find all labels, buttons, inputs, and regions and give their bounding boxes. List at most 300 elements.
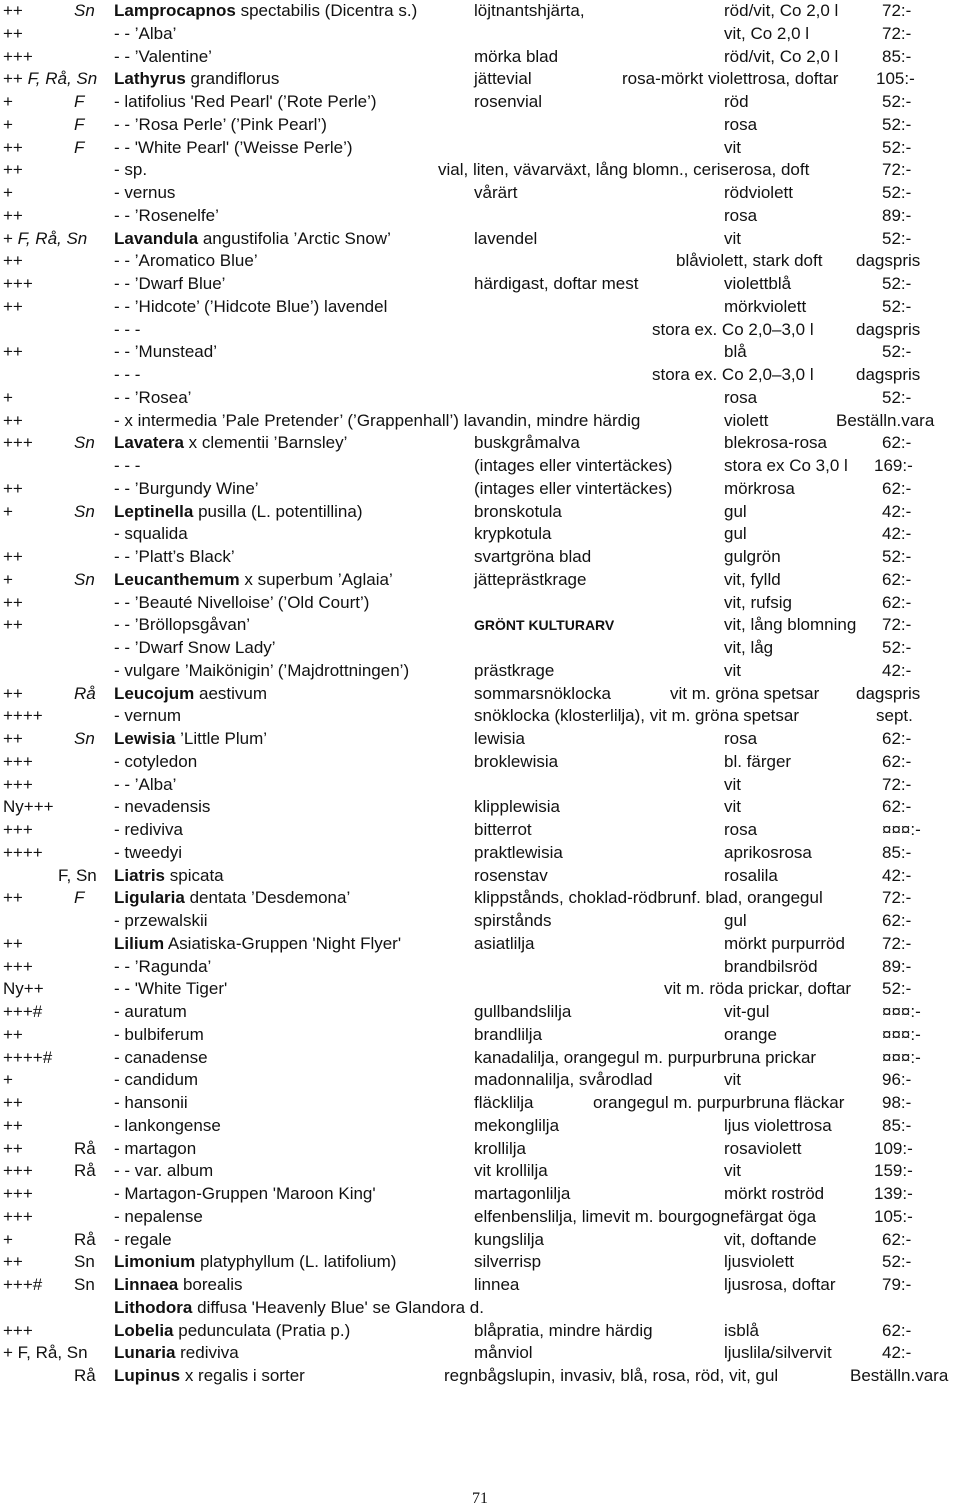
plant-name <box>114 273 225 295</box>
flower-color: vit, doftande <box>724 1229 817 1249</box>
species-name: - candidum <box>114 1070 199 1090</box>
common-name: broklewisia <box>474 751 559 771</box>
plant-name <box>114 956 211 978</box>
hardiness-mark: +++ <box>3 1206 33 1226</box>
hardiness-mark: Ny+++ <box>3 797 54 817</box>
species-name: x superbum ’Aglaia’ <box>239 569 393 589</box>
table-row <box>0 592 960 614</box>
hardiness-mark: +++ <box>3 1320 33 1340</box>
species-name: - - - <box>114 319 141 339</box>
flower-color: vit <box>724 228 741 248</box>
price: 42:- <box>882 524 912 544</box>
flower-color: isblå <box>724 1320 759 1340</box>
genus-name: Linnaea <box>114 1275 179 1294</box>
plant-name <box>114 228 391 250</box>
price: 72:- <box>882 1 912 20</box>
common-name: krollilja <box>474 1138 526 1158</box>
price: 72:- <box>882 774 912 794</box>
plant-name <box>114 887 350 909</box>
flower-color: gulgrön <box>724 547 781 566</box>
price: 52:- <box>882 979 912 999</box>
plant-name <box>114 91 377 113</box>
common-name: blåpratia, mindre härdig <box>474 1320 653 1340</box>
price: 169:- <box>874 456 913 475</box>
genus-name: Ligularia <box>114 888 185 908</box>
flower-color: rosaviolett <box>724 1138 802 1158</box>
hardiness-mark: ++ <box>3 888 23 908</box>
table-row <box>0 432 960 454</box>
species-name: - - var. album <box>114 1161 214 1181</box>
species-name: - - ’Alba’ <box>114 23 177 43</box>
flower-color: vit-gul <box>724 1002 770 1021</box>
hardiness-mark: ++ <box>3 1024 23 1044</box>
species-name: - nepalense <box>114 1206 203 1226</box>
plant-name <box>114 1115 221 1137</box>
flower-color: vit, Co 2,0 l <box>724 23 810 43</box>
price: 96:- <box>882 1070 912 1090</box>
common-name: spirstånds <box>474 911 552 930</box>
price: 62:- <box>882 797 912 817</box>
table-row <box>0 455 960 477</box>
species-name: ’Little Plum’ <box>175 729 268 748</box>
species-name: dentata ’Desdemona’ <box>184 888 351 908</box>
species-name: - - ’Rosa Perle’ (’Pink Pearl’) <box>114 114 327 134</box>
hardiness-mark: +++# <box>3 1002 43 1021</box>
table-row <box>0 1069 960 1091</box>
flower-color: vit <box>724 660 741 680</box>
plant-name <box>114 1320 350 1342</box>
common-name: vial, liten, vävarväxt, lång blomn., ceriserosa, doft <box>438 160 810 180</box>
price: 85:- <box>882 46 912 66</box>
species-name: - - ’Rosea’ <box>114 387 192 407</box>
flower-color: ljus violettrosa <box>724 1115 832 1135</box>
table-row <box>0 1115 960 1137</box>
species-name: angustifolia ’Arctic Snow’ <box>198 228 391 248</box>
plant-name <box>114 1251 396 1273</box>
flower-color: rosa-mörkt violettrosa, doftar <box>622 69 839 89</box>
hardiness-mark: ++ <box>3 1252 23 1272</box>
price: 85:- <box>882 1115 912 1135</box>
hardiness-mark: ++ <box>3 933 23 953</box>
plant-name <box>114 660 409 682</box>
plant-name <box>114 137 353 159</box>
genus-name: Leucanthemum <box>114 569 240 589</box>
flower-color: orangegul m. purpurbruna fläckar <box>593 1093 845 1112</box>
species-name: platyphyllum (L. latifolium) <box>195 1252 397 1272</box>
table-row <box>0 205 960 227</box>
table-row <box>0 569 960 591</box>
table-row <box>0 910 960 932</box>
plant-name <box>114 410 640 432</box>
zone-mark: Rå <box>74 1366 96 1385</box>
hardiness-mark: ++ <box>3 23 23 43</box>
price: 52:- <box>882 228 912 248</box>
plant-name <box>114 1160 213 1182</box>
species-name: - - ’Aromatico Blue’ <box>114 251 258 271</box>
table-row <box>0 387 960 409</box>
price: Beställn.vara <box>836 410 935 430</box>
flower-color: rosa <box>724 114 758 134</box>
plant-name <box>114 1024 204 1046</box>
price: 72:- <box>882 933 912 953</box>
hardiness-mark: ++ <box>3 251 23 271</box>
common-name: härdigast, doftar mest <box>474 274 639 293</box>
species-name: - - - <box>114 456 141 475</box>
price: 52:- <box>882 296 912 316</box>
flower-color: röd <box>724 92 749 111</box>
zone-mark: Sn <box>74 569 95 589</box>
price: 159:- <box>874 1161 913 1181</box>
hardiness-mark: ++ <box>3 205 23 225</box>
price: 109:- <box>874 1138 913 1158</box>
plant-name <box>114 910 208 932</box>
flower-color: blekrosa-rosa <box>724 433 827 453</box>
genus-name: Lupinus <box>114 1366 181 1385</box>
hardiness-mark: Ny++ <box>3 979 44 999</box>
flower-color: rosalila <box>724 865 778 885</box>
genus-name: Limonium <box>114 1252 196 1272</box>
genus-name: Leptinella <box>114 501 194 521</box>
price: 72:- <box>882 888 912 908</box>
flower-color: vit m. röda prickar, doftar <box>664 979 852 999</box>
table-row <box>0 137 960 159</box>
table-row <box>0 705 960 727</box>
price: Beställn.vara <box>850 1366 949 1385</box>
plant-name <box>114 751 197 773</box>
table-row <box>0 614 960 636</box>
plant-name <box>114 341 217 363</box>
genus-name: Lavandula <box>114 228 199 248</box>
plant-name <box>114 933 401 955</box>
price: 52:- <box>882 387 912 407</box>
plant-name <box>114 842 182 864</box>
flower-color: vit <box>724 137 741 157</box>
page-number: 71 <box>472 1490 488 1507</box>
flower-color: blåviolett, stark doft <box>676 251 823 271</box>
plant-name <box>114 683 267 705</box>
plant-name <box>114 1138 196 1160</box>
flower-color: vit, låg <box>724 638 774 657</box>
flower-color: violett <box>724 410 769 430</box>
zone-mark: Sn <box>74 729 95 748</box>
hardiness-mark: +++ <box>3 774 33 794</box>
table-row <box>0 546 960 568</box>
genus-name: Lamprocapnos <box>114 1 236 20</box>
table-row <box>0 751 960 773</box>
flower-color: stora ex Co 3,0 l <box>724 456 848 475</box>
common-name: lewisia <box>474 729 526 748</box>
flower-color: rosa <box>724 387 758 407</box>
species-name: - hansonii <box>114 1093 188 1112</box>
flower-color: mörkrosa <box>724 478 795 498</box>
price: dagspris <box>856 365 921 384</box>
species-name: grandiflorus <box>185 69 280 89</box>
table-row <box>0 956 960 978</box>
flower-color: vit, rufsig <box>724 592 793 612</box>
table-row <box>0 1229 960 1251</box>
flower-color: mörkt purpurröd <box>724 933 845 953</box>
plant-name <box>114 250 258 272</box>
plant-name <box>114 774 176 796</box>
plant-name <box>114 23 176 45</box>
species-name: - vulgare ’Maikönigin’ (’Majdrottningen’) <box>114 660 410 680</box>
table-row <box>0 159 960 181</box>
species-name: rediviva <box>175 1343 239 1363</box>
species-name: - - ’Beauté Nivelloise’ (’Old Court’) <box>114 592 370 612</box>
species-name: - latifolius 'Red Pearl' (’Rote Perle’) <box>114 92 377 111</box>
hardiness-mark: +++ <box>3 46 33 66</box>
species-name: x regalis i sorter <box>180 1366 305 1385</box>
hardiness-mark: +++ <box>3 751 33 771</box>
flower-color: rosa <box>724 820 758 839</box>
flower-color: ljusrosa, doftar <box>724 1275 836 1294</box>
hardiness-mark: +++# <box>3 1275 43 1294</box>
table-row <box>0 68 960 90</box>
flower-color: vit <box>724 1161 741 1181</box>
plant-name <box>114 1297 484 1319</box>
price: 139:- <box>874 1184 913 1203</box>
common-name: martagonlilja <box>474 1184 571 1203</box>
genus-name: Lunaria <box>114 1343 176 1363</box>
species-name: - - ’Munstead’ <box>114 342 217 362</box>
price: 52:- <box>882 274 912 293</box>
price: dagspris <box>856 251 921 271</box>
flower-color: vit m. gröna spetsar <box>670 683 820 703</box>
plant-name <box>114 114 327 136</box>
hardiness-mark: +++ <box>3 1184 33 1203</box>
plant-name <box>114 387 191 409</box>
common-name: (intages eller vintertäckes) <box>474 478 673 498</box>
price: ¤¤¤:- <box>882 820 921 839</box>
common-name: (intages eller vintertäckes) <box>474 456 673 475</box>
common-name: jättevial <box>474 69 532 89</box>
flower-color: bl. färger <box>724 751 792 771</box>
hardiness-mark: ++ <box>3 478 23 498</box>
hardiness-mark: ++ <box>3 1138 23 1158</box>
table-row <box>0 478 960 500</box>
price: dagspris <box>856 683 921 703</box>
plant-name <box>114 1047 208 1069</box>
common-name: rosenvial <box>474 92 543 111</box>
zone-mark: Sn <box>74 1275 95 1294</box>
flower-color: vit, fylld <box>724 569 781 589</box>
table-row <box>0 23 960 45</box>
common-name: löjtnantshjärta, <box>474 1 585 20</box>
plant-name <box>114 865 224 887</box>
plant-name <box>114 1274 243 1296</box>
flower-color: stora ex. Co 2,0–3,0 l <box>652 319 814 339</box>
price: 52:- <box>882 342 912 362</box>
genus-name: Lobelia <box>114 1320 174 1340</box>
common-name: klippstånds, choklad-rödbrunf. blad, orangegul <box>474 888 823 908</box>
common-name: linnea <box>474 1275 520 1294</box>
table-row <box>0 933 960 955</box>
species-name: - sp. <box>114 160 148 180</box>
table-row <box>0 273 960 295</box>
common-name: klipplewisia <box>474 797 560 817</box>
price: 105:- <box>876 69 915 89</box>
species-name: spectabilis (Dicentra s.) <box>235 1 418 20</box>
table-row <box>0 637 960 659</box>
table-row <box>0 1320 960 1342</box>
price: 72:- <box>882 23 912 43</box>
price: 52:- <box>882 114 912 134</box>
table-row <box>0 1160 960 1182</box>
table-row <box>0 364 960 386</box>
price: 85:- <box>882 842 912 862</box>
species-name: spicata <box>165 865 224 885</box>
plant-name <box>114 205 219 227</box>
price: 42:- <box>882 1343 912 1363</box>
flower-color: ljusviolett <box>724 1252 794 1272</box>
hardiness-mark: ++ <box>3 592 23 612</box>
species-name: - - ’Alba’ <box>114 774 177 794</box>
table-row <box>0 683 960 705</box>
zone-mark: Rå <box>74 1229 96 1249</box>
plant-name <box>114 319 140 341</box>
hardiness-mark: + <box>3 183 13 202</box>
species-name: - - ’Burgundy Wine’ <box>114 478 259 498</box>
plant-name <box>114 546 235 568</box>
table-row <box>0 228 960 250</box>
hardiness-mark: + <box>3 387 13 407</box>
species-name: borealis <box>178 1275 243 1294</box>
table-row <box>0 842 960 864</box>
hardiness-mark: ++++ <box>3 706 43 726</box>
flower-color: rosa <box>724 205 758 225</box>
table-row <box>0 319 960 341</box>
genus-name: Lilium <box>114 933 165 953</box>
species-name: - vernum <box>114 706 182 726</box>
hardiness-mark: + <box>3 569 13 589</box>
flower-color: mörkviolett <box>724 296 807 316</box>
table-row <box>0 1092 960 1114</box>
species-name: pusilla (L. potentillina) <box>193 501 363 521</box>
table-row <box>0 523 960 545</box>
price: 52:- <box>882 183 912 202</box>
zone-mark: F <box>74 888 85 908</box>
flower-color: gul <box>724 911 747 930</box>
common-name: sommarsnöklocka <box>474 683 611 703</box>
species-name: - - ’Platt’s Black’ <box>114 547 235 566</box>
price: 52:- <box>882 137 912 157</box>
genus-name: Lavatera <box>114 433 184 453</box>
common-name: vit krollilja <box>474 1161 548 1181</box>
plant-name <box>114 1365 305 1387</box>
flower-color: aprikosrosa <box>724 842 812 862</box>
plant-name <box>114 296 387 318</box>
hardiness-mark: ++ <box>3 1 23 20</box>
species-name: - - - <box>114 365 141 384</box>
plant-name <box>114 614 250 636</box>
table-row <box>0 728 960 750</box>
species-name: - Martagon-Gruppen 'Maroon King' <box>114 1184 376 1203</box>
plant-name <box>114 796 210 818</box>
species-name: - canadense <box>114 1047 208 1067</box>
price: 72:- <box>882 615 912 635</box>
common-name: kungslilja <box>474 1229 544 1249</box>
genus-name: Lathyrus <box>114 69 186 89</box>
price: 62:- <box>882 433 912 453</box>
plant-name <box>114 68 279 90</box>
price: 42:- <box>882 660 912 680</box>
flower-color: röd/vit, Co 2,0 l <box>724 46 839 66</box>
genus-name: Leucojum <box>114 683 195 703</box>
common-name: rosenstav <box>474 865 548 885</box>
species-name: - vernus <box>114 183 176 202</box>
plant-name <box>114 1342 239 1364</box>
table-row <box>0 501 960 523</box>
species-name: - cotyledon <box>114 751 198 771</box>
common-name: fläcklilja <box>474 1093 534 1112</box>
table-row <box>0 1001 960 1023</box>
hardiness-mark: ++ <box>3 1093 23 1112</box>
table-row <box>0 1342 960 1364</box>
table-row <box>0 774 960 796</box>
flower-color: stora ex. Co 2,0–3,0 l <box>652 365 814 384</box>
price: dagspris <box>856 319 921 339</box>
price: ¤¤¤:- <box>882 1024 921 1044</box>
price: 52:- <box>882 638 912 657</box>
price: 52:- <box>882 1252 912 1272</box>
flower-color: vit, lång blomning <box>724 615 857 635</box>
species-name: - x intermedia ’Pale Pretender’ (’Grappenhall’) lavandin, mindre härdig <box>114 410 641 430</box>
plant-name <box>114 637 276 659</box>
table-row <box>0 250 960 272</box>
hardiness-mark: ++++# <box>3 1047 53 1067</box>
flower-color: vit <box>724 774 741 794</box>
genus-name: Lewisia <box>114 729 176 748</box>
table-row <box>0 91 960 113</box>
common-name: gullbandslilja <box>474 1002 572 1021</box>
table-row <box>0 978 960 1000</box>
common-name: jätteprästkrage <box>474 569 587 589</box>
flower-color: gul <box>724 524 747 544</box>
price: 42:- <box>882 501 912 521</box>
hardiness-mark: ++ <box>3 296 23 316</box>
table-row <box>0 341 960 363</box>
plant-name <box>114 182 175 204</box>
species-name: - - ’Dwarf Snow Lady’ <box>114 638 276 657</box>
table-row <box>0 1024 960 1046</box>
plant-name <box>114 819 183 841</box>
species-name: aestivum <box>194 683 268 703</box>
plant-name <box>114 592 369 614</box>
flower-color: brandbilsröd <box>724 956 818 976</box>
zone-mark: F, Sn <box>58 865 97 885</box>
species-name: - - ’Hidcote’ (’Hidcote Blue’) lavendel <box>114 296 388 316</box>
price: 62:- <box>882 1320 912 1340</box>
hardiness-mark: + <box>3 1229 13 1249</box>
species-name: - - 'White Pearl' (’Weisse Perle’) <box>114 137 353 157</box>
table-row <box>0 865 960 887</box>
species-name: - - ’Valentine’ <box>114 46 212 66</box>
table-row <box>0 819 960 841</box>
table-row <box>0 887 960 909</box>
price: 72:- <box>882 160 912 180</box>
plant-name <box>114 46 212 68</box>
plant-name <box>114 1229 172 1251</box>
zone-mark: Sn <box>74 1 95 20</box>
common-name: GRÖNT KULTURARV <box>474 617 615 634</box>
genus-name: Lithodora <box>114 1297 193 1317</box>
plant-name <box>114 728 267 750</box>
flower-color: gul <box>724 501 747 521</box>
price: 52:- <box>882 92 912 111</box>
species-name: x clementii ’Barnsley’ <box>183 433 348 453</box>
price: 62:- <box>882 592 912 612</box>
common-name: månviol <box>474 1343 533 1363</box>
